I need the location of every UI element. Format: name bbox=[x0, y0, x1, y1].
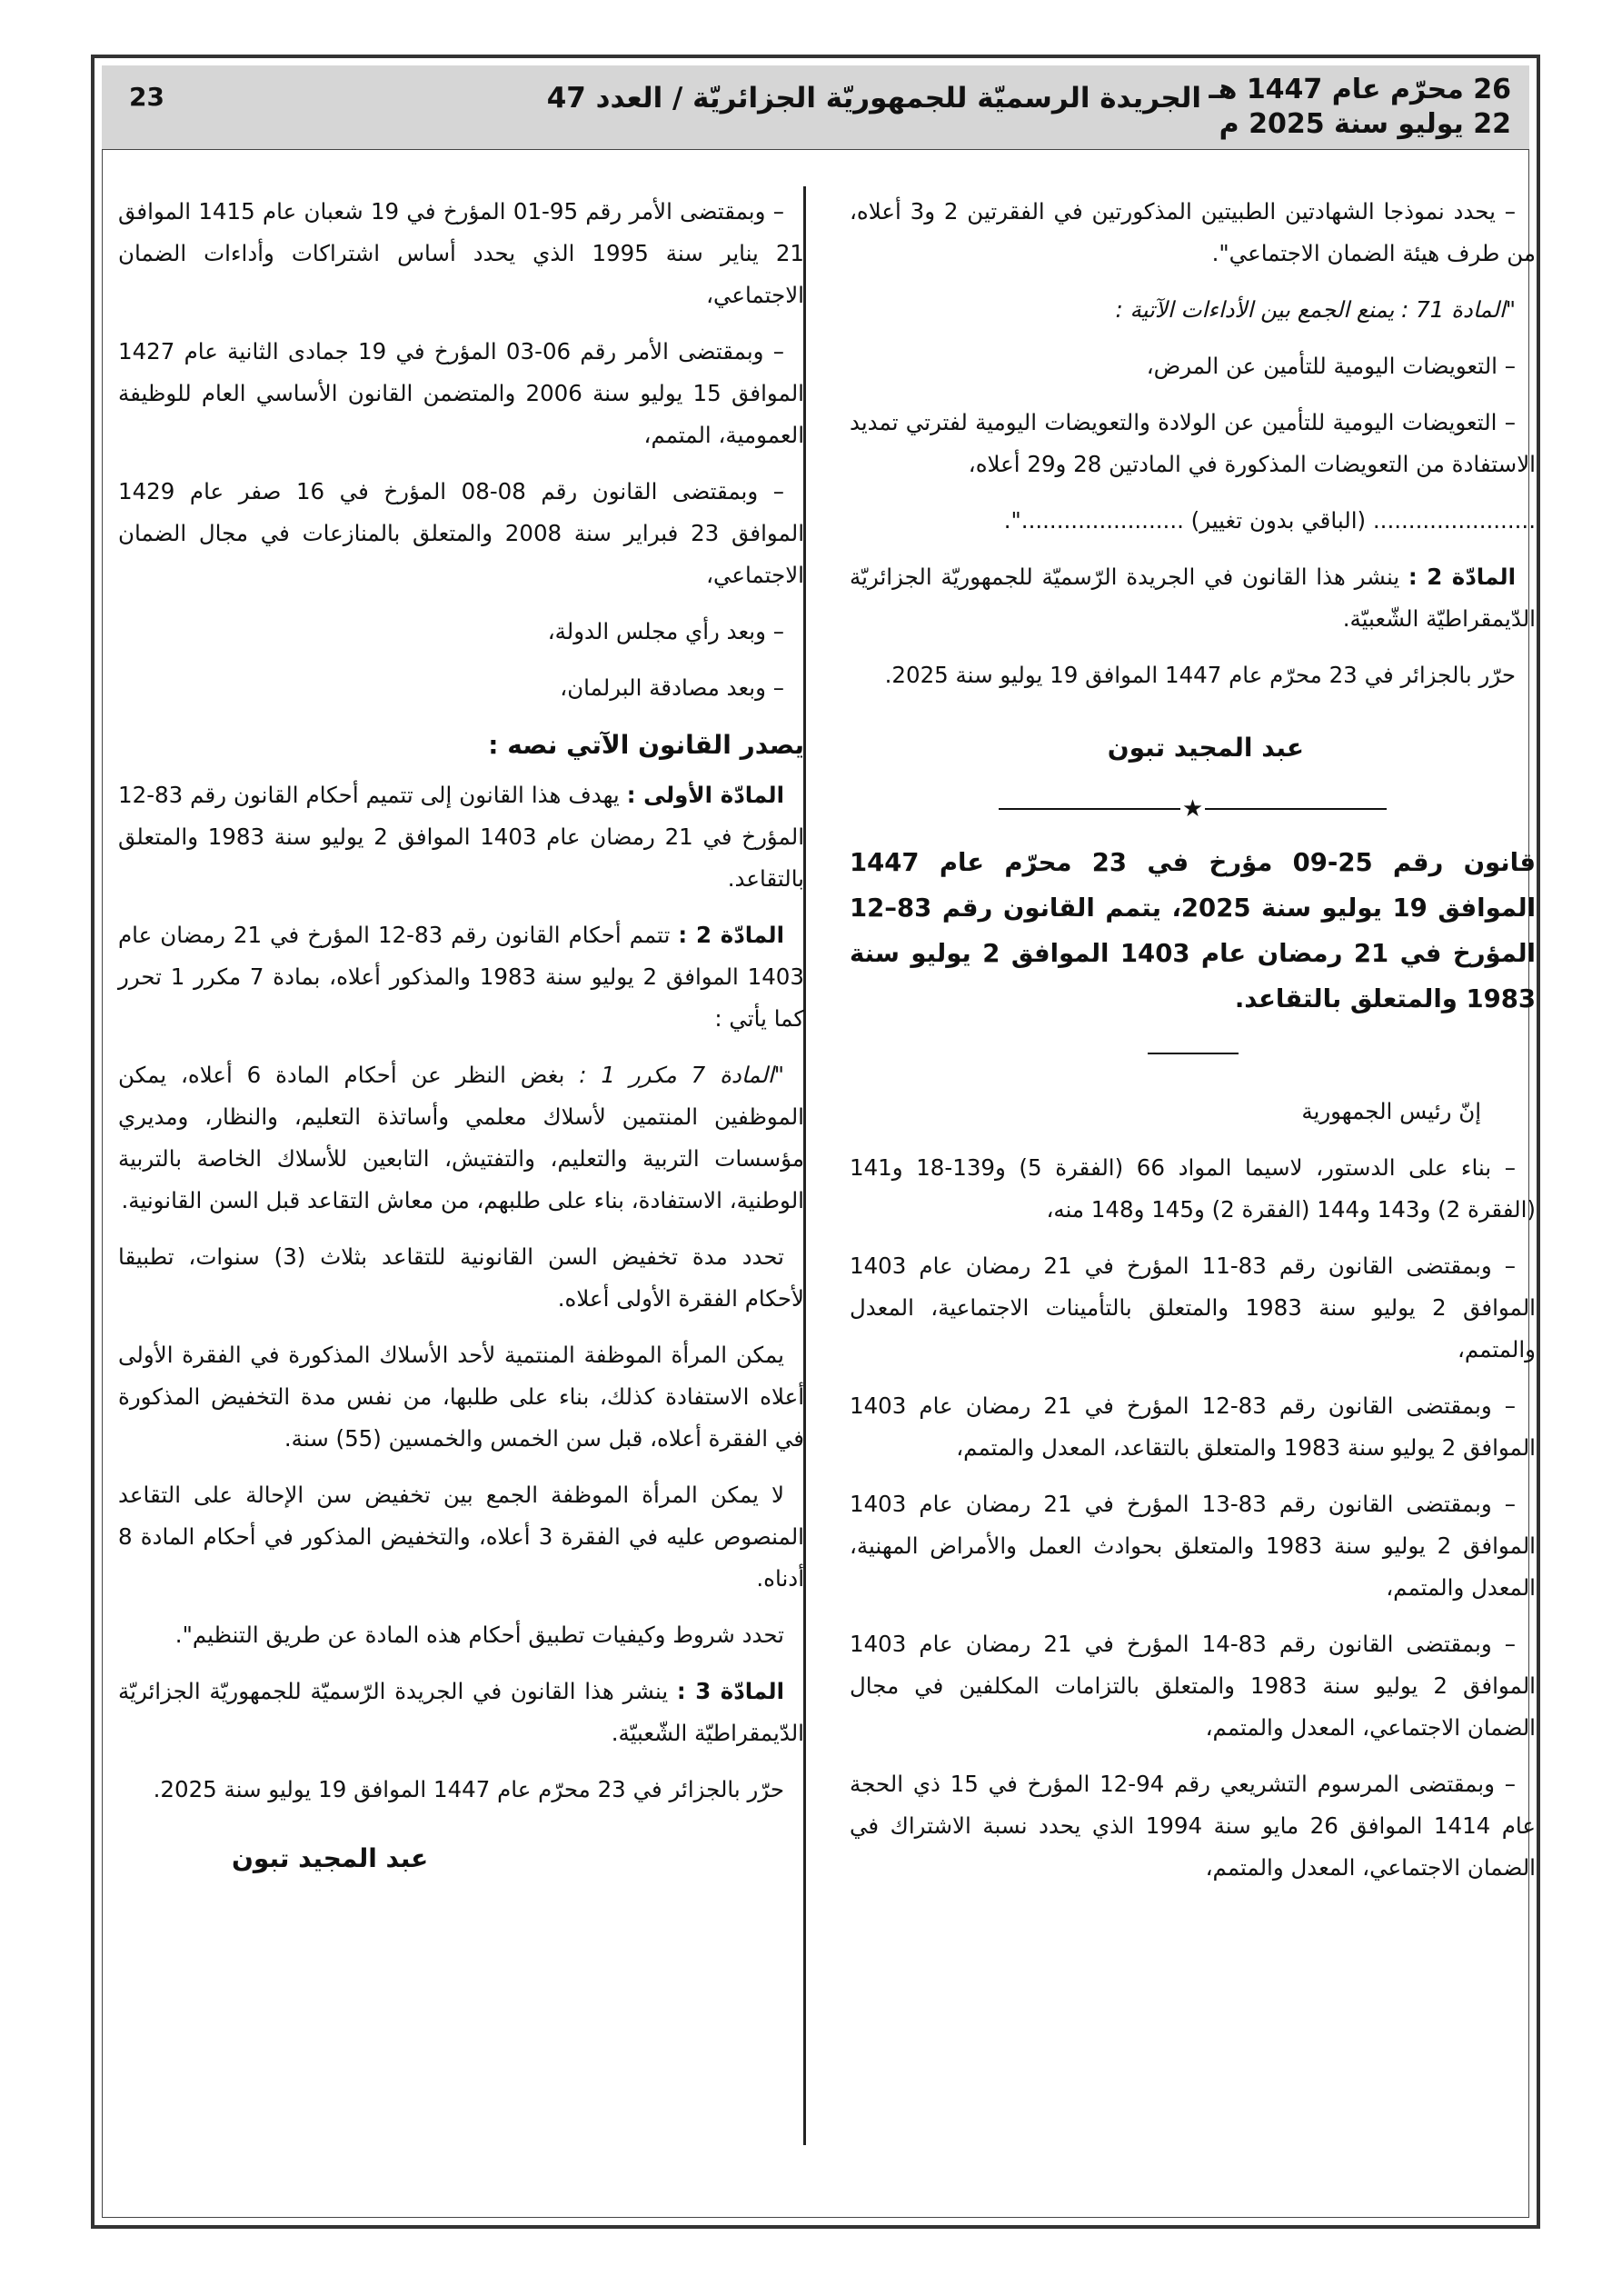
separator-line bbox=[999, 808, 1180, 810]
recital: – بناء على الدستور، لاسيما المواد 66 (الفقرة 5) و139-18 و141 (الفقرة 2) و143 و144 (الفقرة 2) و145 و148 منه، bbox=[850, 1154, 1536, 1223]
article-label: المادّة 2 : bbox=[1408, 564, 1516, 590]
recital: – وبمقتضى القانون رقم 08-08 المؤرخ في 16 صفر عام 1429 الموافق 23 فبراير سنة 2008 والمتعلق بالمنازعات في مجال الضمان الاجتماعي، bbox=[118, 478, 804, 588]
recital: – وبعد مصادقة البرلمان، bbox=[560, 674, 784, 701]
page-number: 23 bbox=[129, 82, 164, 112]
done-at: حرّر بالجزائر في 23 محرّم عام 1447 الموافق 19 يوليو سنة 2025. bbox=[884, 662, 1516, 688]
article-1 bbox=[118, 774, 804, 900]
recital: – وبمقتضى القانون رقم 83-11 المؤرخ في 21 رمضان عام 1403 الموافق 2 يوليو سنة 1983 والمتعلق بالتأمينات الاجتماعية، المعدل والمتمم، bbox=[850, 1253, 1536, 1363]
paragraph: – يحدد نموذجا الشهادتين الطبيتين المذكورتين في الفقرتين 2 و3 أعلاه، من طرف هيئة الضمان الاجتماعي". bbox=[850, 198, 1536, 266]
promulgation-heading: يصدر القانون الآتي نصه : bbox=[488, 730, 804, 760]
done-at: حرّر بالجزائر في 23 محرّم عام 1447 الموافق 19 يوليو سنة 2025. bbox=[153, 1776, 784, 1802]
article-2 bbox=[850, 556, 1536, 640]
paragraph: يمكن المرأة الموظفة المنتمية لأحد الأسلاك المذكورة في الفقرة الأولى أعلاه الاستفادة كذلك، بناء على طلبها، من نفس مدة التخفيض المذكورة في الفقرة أعلاه، قبل سن الخمس والخمسين (55) سنة. bbox=[118, 1342, 804, 1452]
recital: – وبمقتضى الأمر رقم 06-03 المؤرخ في 19 جمادى الثانية عام 1427 الموافق 15 يوليو سنة 2006 والمتضمن القانون الأساسي العام للوظيفة العمومية، المتمم، bbox=[118, 338, 804, 448]
paragraph: – التعويضات اليومية للتأمين عن الولادة والتعويضات اليومية لفترتي تمديد الاستفادة من التعويضات المذكورة في المادتين 28 و29 أعلاه، bbox=[850, 409, 1536, 477]
article-label: المادّة 3 : bbox=[676, 1678, 784, 1704]
paragraph: – التعويضات اليومية للتأمين عن المرض، bbox=[1146, 353, 1516, 379]
header-date-hijri: 26 محرّم عام 1447 هـ bbox=[1209, 74, 1511, 105]
article-7-bis-1 bbox=[118, 1054, 804, 1222]
header-date-gregorian: 22 يوليو سنة 2025 م bbox=[1219, 108, 1511, 140]
article-label: المادّة 2 : bbox=[678, 922, 784, 948]
recital: – وبمقتضى القانون رقم 83-13 المؤرخ في 21 رمضان عام 1403 الموافق 2 يوليو سنة 1983 والمتعلق بحوادث العمل والأمراض المهنية، المعدل والمتمم، bbox=[850, 1491, 1536, 1601]
paragraph: تحدد مدة تخفيض السن القانونية للتقاعد بثلاث (3) سنوات، تطبيقا لأحكام الفقرة الأولى أعلاه. bbox=[118, 1243, 804, 1312]
recital: – وبمقتضى المرسوم التشريعي رقم 94-12 المؤرخ في 15 ذي الحجة عام 1414 الموافق 26 مايو سنة 1994 الذي يحدد نسبة الاشتراك في الضمان الاجتماعي، المعدل والمتمم، bbox=[850, 1771, 1536, 1881]
article-text: يهدف هذا القانون إلى تتميم أحكام القانون رقم 83-12 المؤرخ في 21 رمضان عام 1403 الموافق 2 يوليو سنة 1983 والمتعلق بالتقاعد. bbox=[118, 782, 804, 892]
star-separator bbox=[850, 795, 1536, 823]
page-header bbox=[102, 65, 1529, 150]
header-dates bbox=[1209, 73, 1511, 142]
article-label: "المادة 7 مكرر 1 : bbox=[579, 1062, 784, 1088]
paragraph: لا يمكن المرأة الموظفة الجمع بين تخفيض سن الإحالة على التقاعد المنصوص عليه في الفقرة 3 أعلاه، والتخفيض المذكور في أحكام المادة 8 أدناه. bbox=[118, 1482, 804, 1592]
paragraph: تحدد شروط وكيفيات تطبيق أحكام هذه المادة عن طريق التنظيم". bbox=[174, 1622, 784, 1648]
recital: – وبمقتضى الأمر رقم 95-01 المؤرخ في 19 شعبان عام 1415 الموافق 21 يناير سنة 1995 الذي يحدد أساس اشتراكات وأداءات الضمان الاجتماعي، bbox=[118, 198, 804, 308]
right-column bbox=[850, 191, 1536, 1903]
title-separator bbox=[1148, 1053, 1239, 1054]
article-2 bbox=[118, 914, 804, 1040]
recital: – وبمقتضى القانون رقم 83-14 المؤرخ في 21 رمضان عام 1403 الموافق 2 يوليو سنة 1983 والمتعلق بالتزامات المكلفين في مجال الضمان الاجتماعي، المعدل والمتمم، bbox=[850, 1631, 1536, 1741]
unchanged-remainder: ....................... (الباقي بدون تغيير) .......................". bbox=[1003, 507, 1536, 534]
article-3 bbox=[118, 1671, 804, 1754]
article-71-heading: "المادة 71 : يمنع الجمع بين الأداءات الآتية : bbox=[1115, 296, 1516, 323]
recital: – وبعد رأي مجلس الدولة، bbox=[547, 618, 784, 644]
article-text: تتمم أحكام القانون رقم 83-12 المؤرخ في 21 رمضان عام 1403 الموافق 2 يوليو سنة 1983 والمذكور أعلاه، بمادة 7 مكرر 1 تحرر كما يأتي : bbox=[118, 922, 804, 1032]
separator-line bbox=[1205, 808, 1387, 810]
signature: عبد المجيد تبون bbox=[232, 1843, 429, 1873]
article-text: ينشر هذا القانون في الجريدة الرّسميّة للجمهوريّة الجزائريّة الدّيمقراطيّة الشّعبيّة. bbox=[850, 564, 1536, 632]
law-title: قانون رقم 25-09 مؤرخ في 23 محرّم عام 1447 الموافق 19 يوليو سنة 2025، يتمم القانون رقم 83–12 المؤرخ في 21 رمضان عام 1403 الموافق 2 يوليو سنة 1983 والمتعلق بالتقاعد. bbox=[850, 848, 1537, 1013]
article-label: المادّة الأولى : bbox=[626, 782, 784, 808]
left-column bbox=[118, 191, 804, 1880]
article-text: ينشر هذا القانون في الجريدة الرّسميّة للجمهوريّة الجزائريّة الدّيمقراطيّة الشّعبيّة. bbox=[118, 1678, 804, 1746]
star-icon: ★ bbox=[1181, 795, 1204, 823]
header-title: الجريدة الرسميّة للجمهوريّة الجزائريّة / العدد 47 bbox=[546, 82, 1201, 115]
recital: – وبمقتضى القانون رقم 83-12 المؤرخ في 21 رمضان عام 1403 الموافق 2 يوليو سنة 1983 والمتعلق بالتقاعد، المعدل والمتمم، bbox=[850, 1393, 1536, 1461]
article-text: بغض النظر عن أحكام المادة 6 أعلاه، يمكن الموظفين المنتمين لأسلاك معلمي وأساتذة التعليم، والنظار، ومديري مؤسسات التربية والتعليم، والتفتيش، التابعين للأسلاك الخاصة بالتربية الوطنية، الاستفادة، بناء على طلبهم، من معاش التقاعد قبل السن القانونية. bbox=[118, 1062, 804, 1213]
signature: عبد المجيد تبون bbox=[1107, 733, 1304, 763]
president-intro: إنّ رئيس الجمهورية bbox=[1301, 1098, 1481, 1124]
